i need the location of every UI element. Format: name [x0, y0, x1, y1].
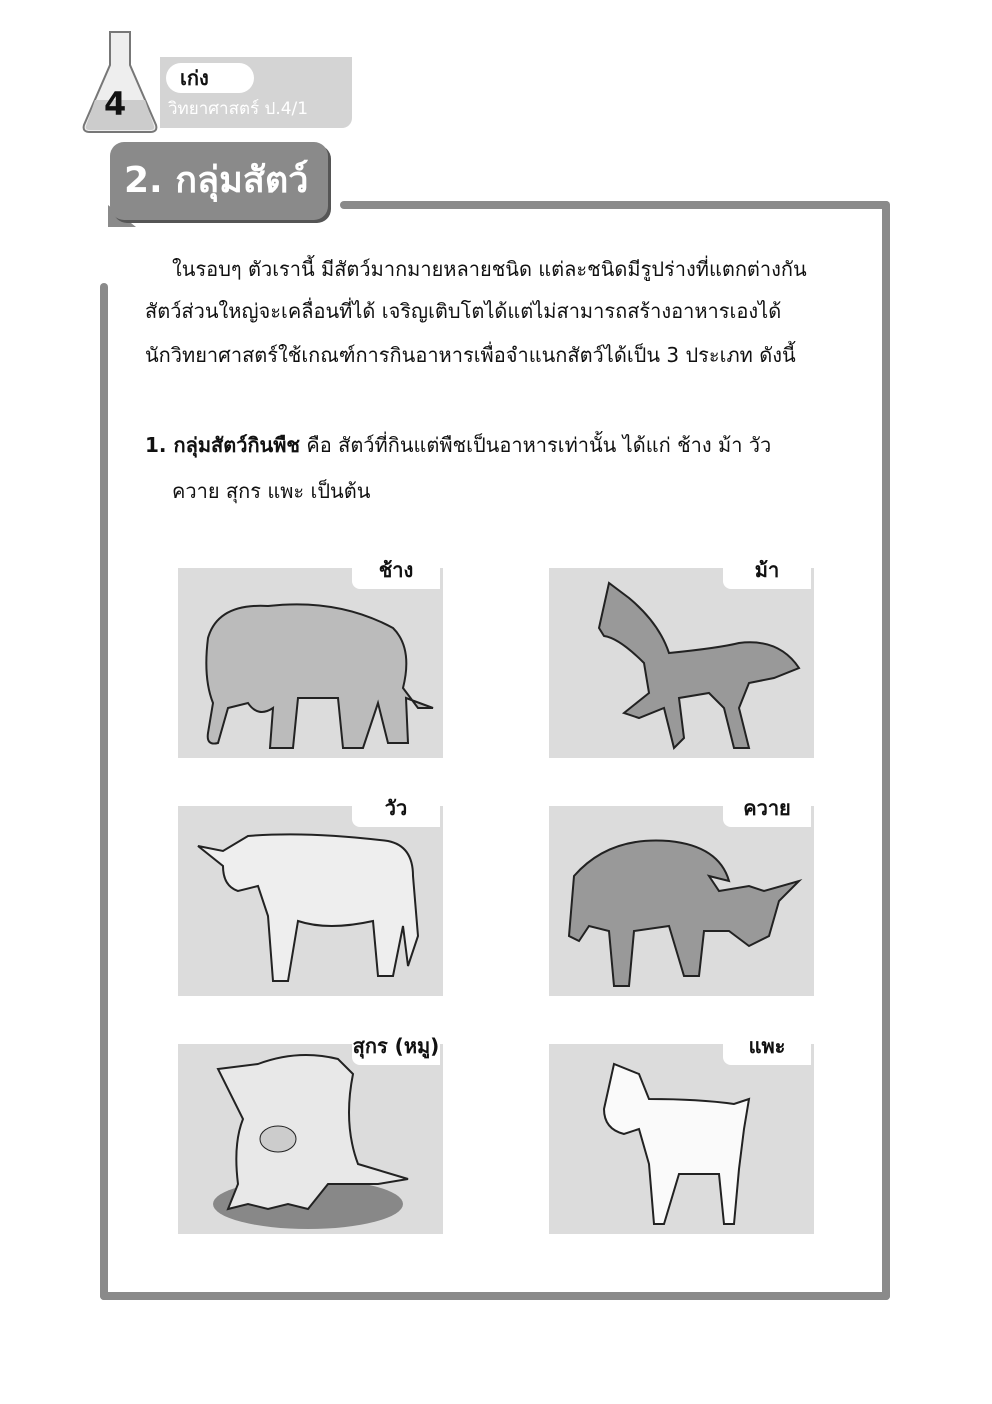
animal-card-horse — [549, 558, 814, 758]
subject-label: วิทยาศาสตร์ ป.4/1 — [168, 99, 309, 119]
frame-top — [340, 201, 890, 209]
cow-icon — [178, 806, 443, 996]
animal-label: สุกร (หมู) — [352, 1029, 440, 1065]
intro-line-3: นักวิทยาศาสตร์ใช้เกณฑ์การกินอาหารเพื่อจำแนกสัตว์ได้เป็น 3 ประเภท ดังนี้ — [145, 343, 796, 367]
horse-icon — [549, 568, 814, 758]
frame-left — [100, 283, 108, 1300]
animal-label: แพะ — [723, 1029, 811, 1065]
animal-label: ม้า — [723, 553, 811, 589]
intro-line-2: สัตว์ส่วนใหญ่จะเคลื่อนที่ได้ เจริญเติบโตได้แต่ไม่สามารถสร้างอาหารเองได้ — [145, 299, 782, 323]
item-1-line-2: ควาย สุกร แพะ เป็นต้น — [172, 479, 371, 503]
item-1-definition: คือ สัตว์ที่กินแต่พืชเป็นอาหารเท่านั้น ได้แก่ ช้าง ม้า วัว — [300, 433, 772, 457]
level-badge: เก่ง — [166, 63, 254, 93]
item-1-term: 1. กลุ่มสัตว์กินพืช — [145, 433, 300, 457]
animal-card-buffalo — [549, 796, 814, 996]
animal-label: ช้าง — [352, 553, 440, 589]
frame-bottom — [100, 1292, 890, 1300]
header-box — [160, 57, 352, 128]
section-title: 2. กลุ่มสัตว์ — [110, 142, 328, 220]
buffalo-icon — [549, 806, 814, 996]
elephant-icon — [178, 568, 443, 758]
item-1 — [145, 424, 771, 466]
chapter-number: 4 — [104, 85, 127, 123]
goat-icon — [549, 1044, 814, 1234]
animal-card-elephant — [178, 558, 443, 758]
intro-line-1: ในรอบๆ ตัวเรานี้ มีสัตว์มากมายหลายชนิด แต่ละชนิดมีรูปร่างที่แตกต่างกัน — [172, 257, 807, 281]
animal-label: วัว — [352, 791, 440, 827]
frame-right — [882, 201, 890, 1300]
animal-card-cow — [178, 796, 443, 996]
pig-icon — [178, 1044, 443, 1234]
animal-label: ควาย — [723, 791, 811, 827]
animal-card-pig — [178, 1034, 443, 1234]
animal-card-goat — [549, 1034, 814, 1234]
